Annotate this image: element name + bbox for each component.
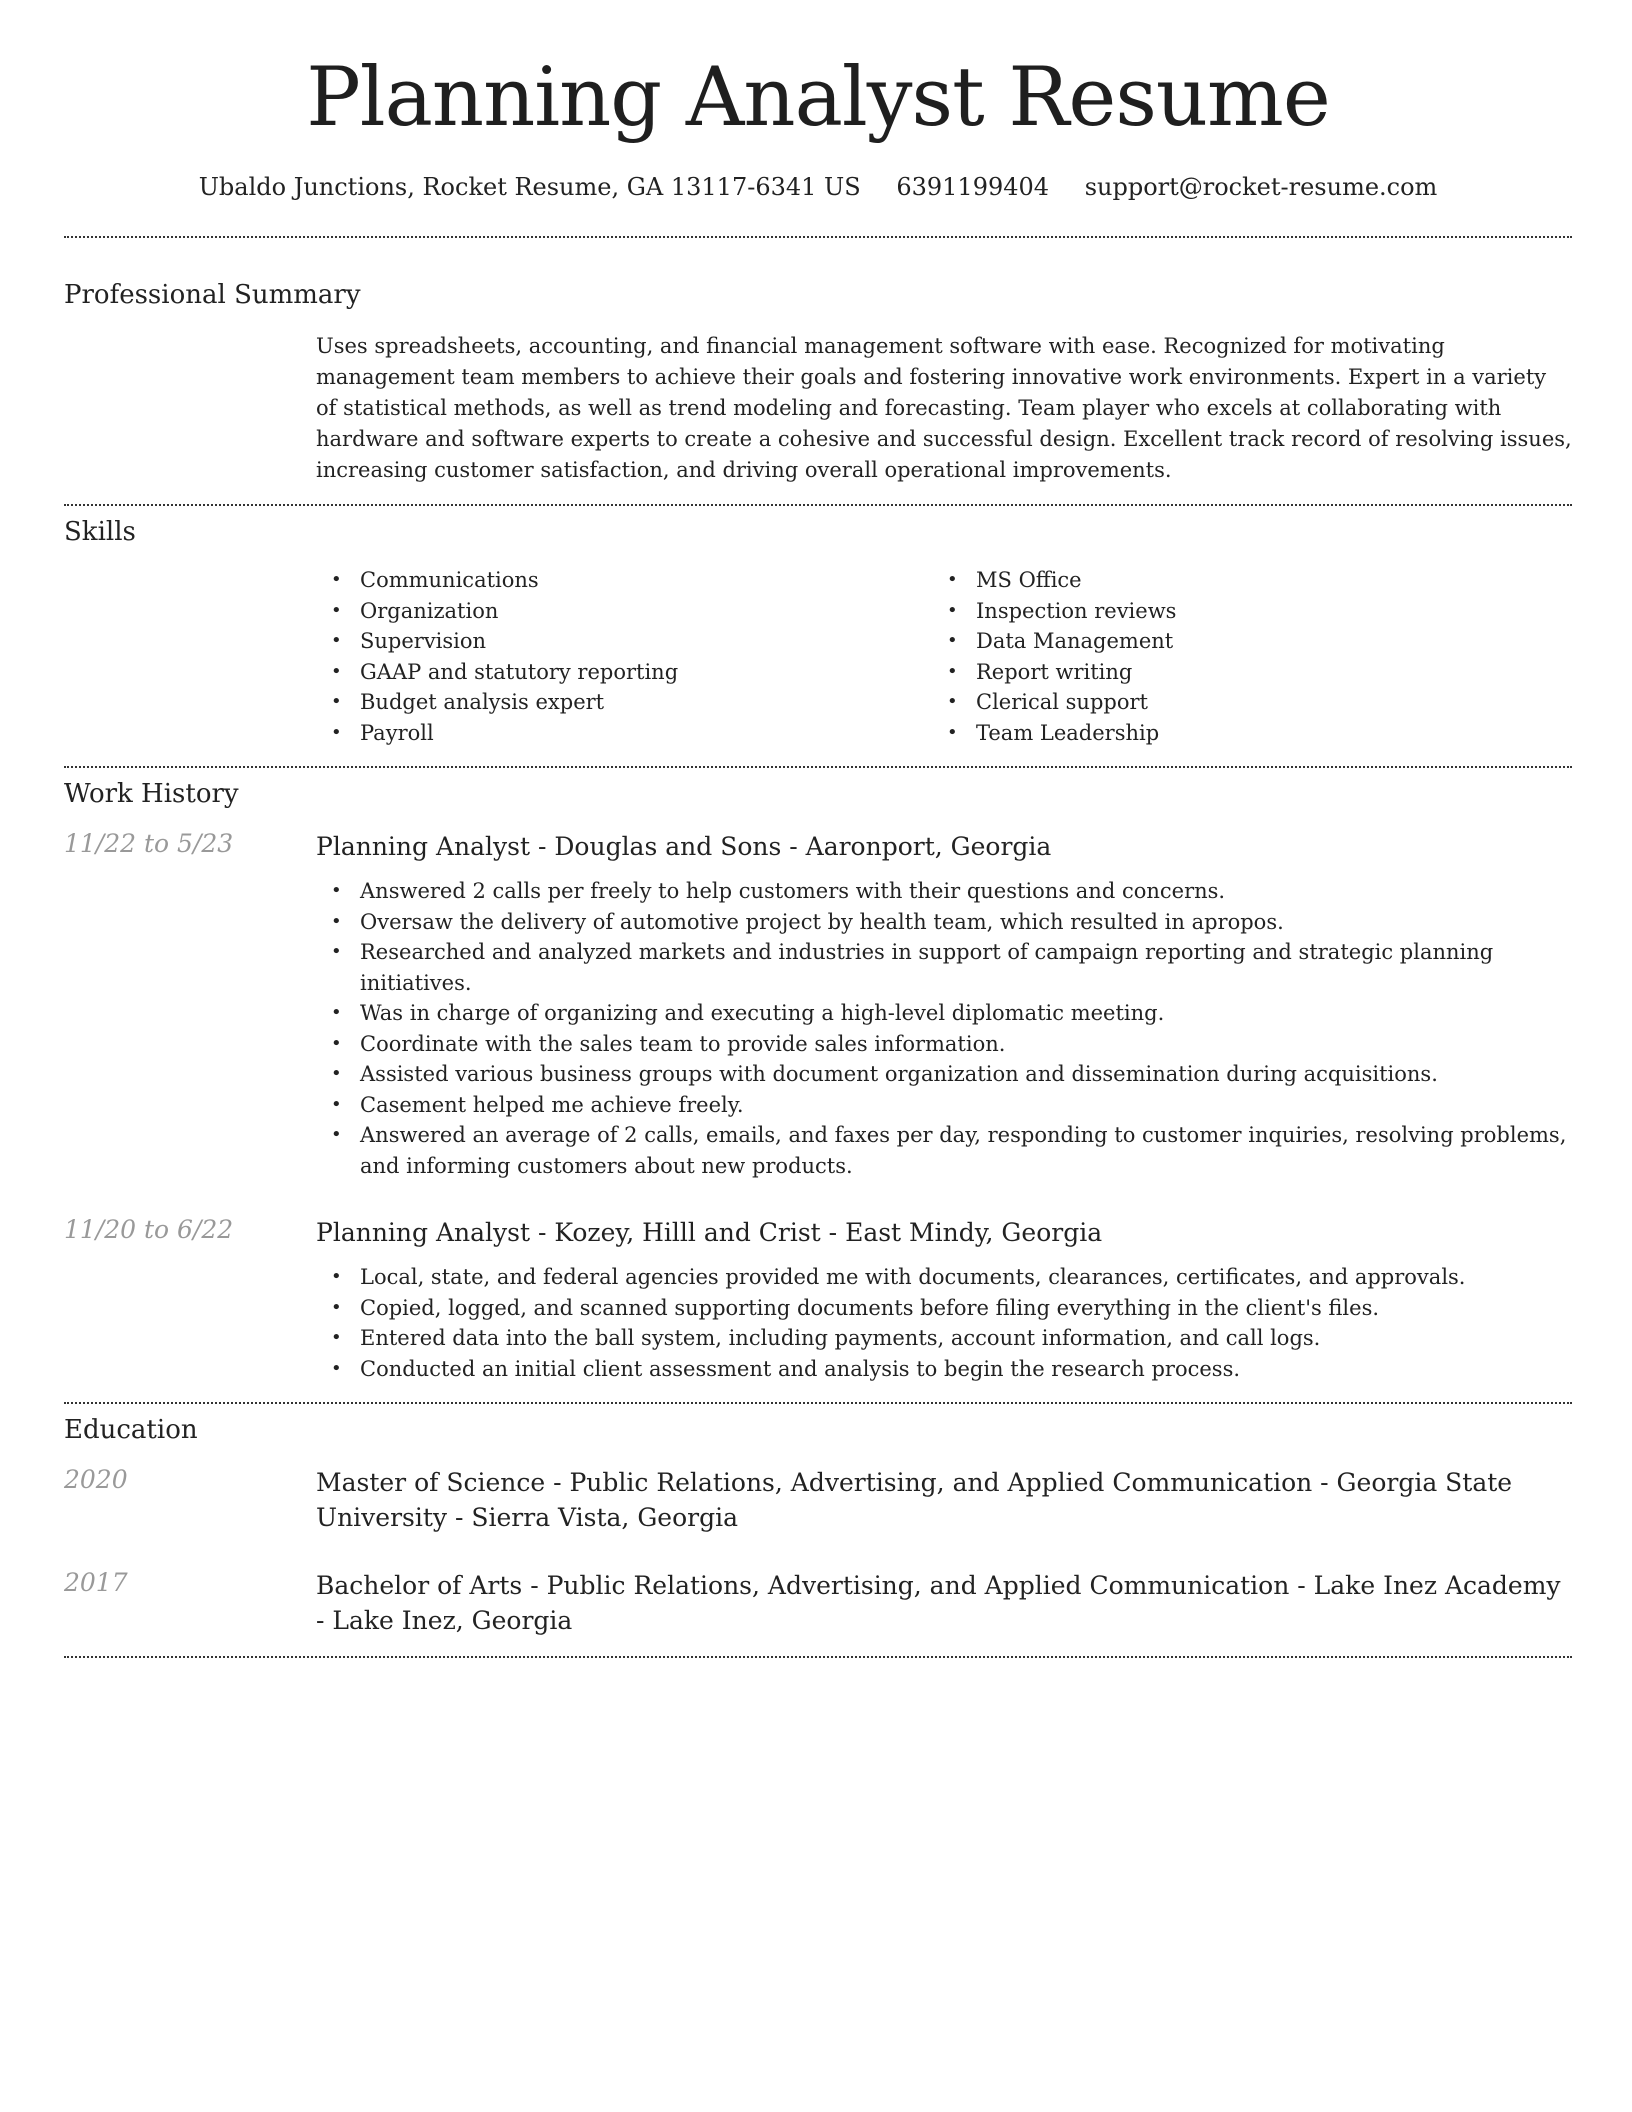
skills-column-left bbox=[316, 565, 932, 748]
job-bullet: • Answered an average of 2 calls, emails, and faxes per day, responding to customer inquiries, resolving problems, and informing customers about new products. bbox=[316, 1120, 1572, 1181]
job-bullet: • Local, state, and federal agencies provided me with documents, clearances, certificates, and approvals. bbox=[316, 1262, 1572, 1293]
page-title: Planning Analyst Resume bbox=[306, 51, 1330, 145]
skill-item: • Team Leadership bbox=[932, 718, 1548, 749]
job-bullet: • Copied, logged, and scanned supporting documents before filing everything in the client's files. bbox=[316, 1293, 1572, 1324]
skill-item: • Communications bbox=[316, 565, 932, 596]
skills-heading: Skills bbox=[64, 517, 136, 547]
skill-item: • Organization bbox=[316, 596, 932, 627]
job-bullet: • Answered 2 calls per freely to help customers with their questions and concerns. bbox=[316, 876, 1572, 907]
divider bbox=[64, 766, 1572, 768]
job-bullet: • Oversaw the delivery of automotive project by health team, which resulted in apropos. bbox=[316, 907, 1572, 938]
skill-item: • Clerical support bbox=[932, 687, 1548, 718]
skill-item: • GAAP and statutory reporting bbox=[316, 657, 932, 688]
contact-email: support@rocket-resume.com bbox=[1084, 173, 1438, 201]
skill-item: • Inspection reviews bbox=[932, 596, 1548, 627]
education-degree: Bachelor of Arts - Public Relations, Advertising, and Applied Communication - Lake Inez Academy - Lake Inez, Georgia bbox=[316, 1571, 1561, 1635]
skills-list bbox=[316, 565, 1572, 748]
skill-item: • MS Office bbox=[932, 565, 1548, 596]
divider bbox=[64, 1656, 1572, 1658]
resume-page bbox=[64, 0, 1572, 1658]
skill-item: • Payroll bbox=[316, 718, 932, 749]
job-title: Planning Analyst - Kozey, Hilll and Crist - East Mindy, Georgia bbox=[316, 1218, 1103, 1247]
job-bullets bbox=[316, 1262, 1572, 1384]
summary-heading: Professional Summary bbox=[64, 280, 361, 310]
job-bullet: • Conducted an initial client assessment and analysis to begin the research process. bbox=[316, 1354, 1572, 1385]
job-bullet: • Coordinate with the sales team to provide sales information. bbox=[316, 1029, 1572, 1060]
education-entry bbox=[64, 1465, 1572, 1535]
job-bullet: • Was in charge of organizing and executing a high-level diplomatic meeting. bbox=[316, 998, 1572, 1029]
contact-address: Ubaldo Junctions, Rocket Resume, GA 13117-6341 US bbox=[198, 173, 861, 201]
education-degree: Master of Science - Public Relations, Advertising, and Applied Communication - Georgia State University - Sierra Vista, Georgia bbox=[316, 1468, 1513, 1532]
job-dates: 11/22 to 5/23 bbox=[64, 829, 234, 858]
job-dates: 11/20 to 6/22 bbox=[64, 1215, 234, 1244]
education-heading: Education bbox=[64, 1415, 198, 1445]
education-year: 2017 bbox=[64, 1568, 128, 1597]
skills-row bbox=[64, 565, 1572, 748]
skill-item: • Supervision bbox=[316, 626, 932, 657]
summary-text: Uses spreadsheets, accounting, and financial management software with ease. Recognized for motivating management team members to achieve their goals and fostering innovative work environments. Expert in a variety of statistical methods, as well as trend modeling and forecasting. Team player who excels at collaborating with hardware and software experts to create a cohesive and successful design. Excellent track record of resolving issues, increasing customer satisfaction, and driving overall operational improvements. bbox=[316, 334, 1572, 482]
job-bullet: • Researched and analyzed markets and industries in support of campaign reporting and strategic planning initiatives. bbox=[316, 937, 1572, 998]
summary-row bbox=[64, 331, 1572, 486]
divider bbox=[64, 236, 1572, 238]
divider bbox=[64, 1402, 1572, 1404]
job-entry bbox=[64, 829, 1572, 1181]
skills-column-right bbox=[932, 565, 1548, 748]
job-title: Planning Analyst - Douglas and Sons - Aaronport, Georgia bbox=[316, 832, 1052, 861]
contact-phone: 6391199404 bbox=[896, 173, 1050, 201]
skill-item: • Report writing bbox=[932, 657, 1548, 688]
job-bullets bbox=[316, 876, 1572, 1181]
divider bbox=[64, 504, 1572, 506]
work-heading: Work History bbox=[64, 779, 239, 809]
contact-line bbox=[64, 173, 1572, 201]
education-entry bbox=[64, 1568, 1572, 1638]
job-bullet: • Casement helped me achieve freely. bbox=[316, 1090, 1572, 1121]
job-entry bbox=[64, 1215, 1572, 1384]
job-bullet: • Assisted various business groups with document organization and dissemination during acquisitions. bbox=[316, 1059, 1572, 1090]
job-bullet: • Entered data into the ball system, including payments, account information, and call logs. bbox=[316, 1323, 1572, 1354]
skill-item: • Data Management bbox=[932, 626, 1548, 657]
skill-item: • Budget analysis expert bbox=[316, 687, 932, 718]
education-year: 2020 bbox=[64, 1465, 128, 1494]
